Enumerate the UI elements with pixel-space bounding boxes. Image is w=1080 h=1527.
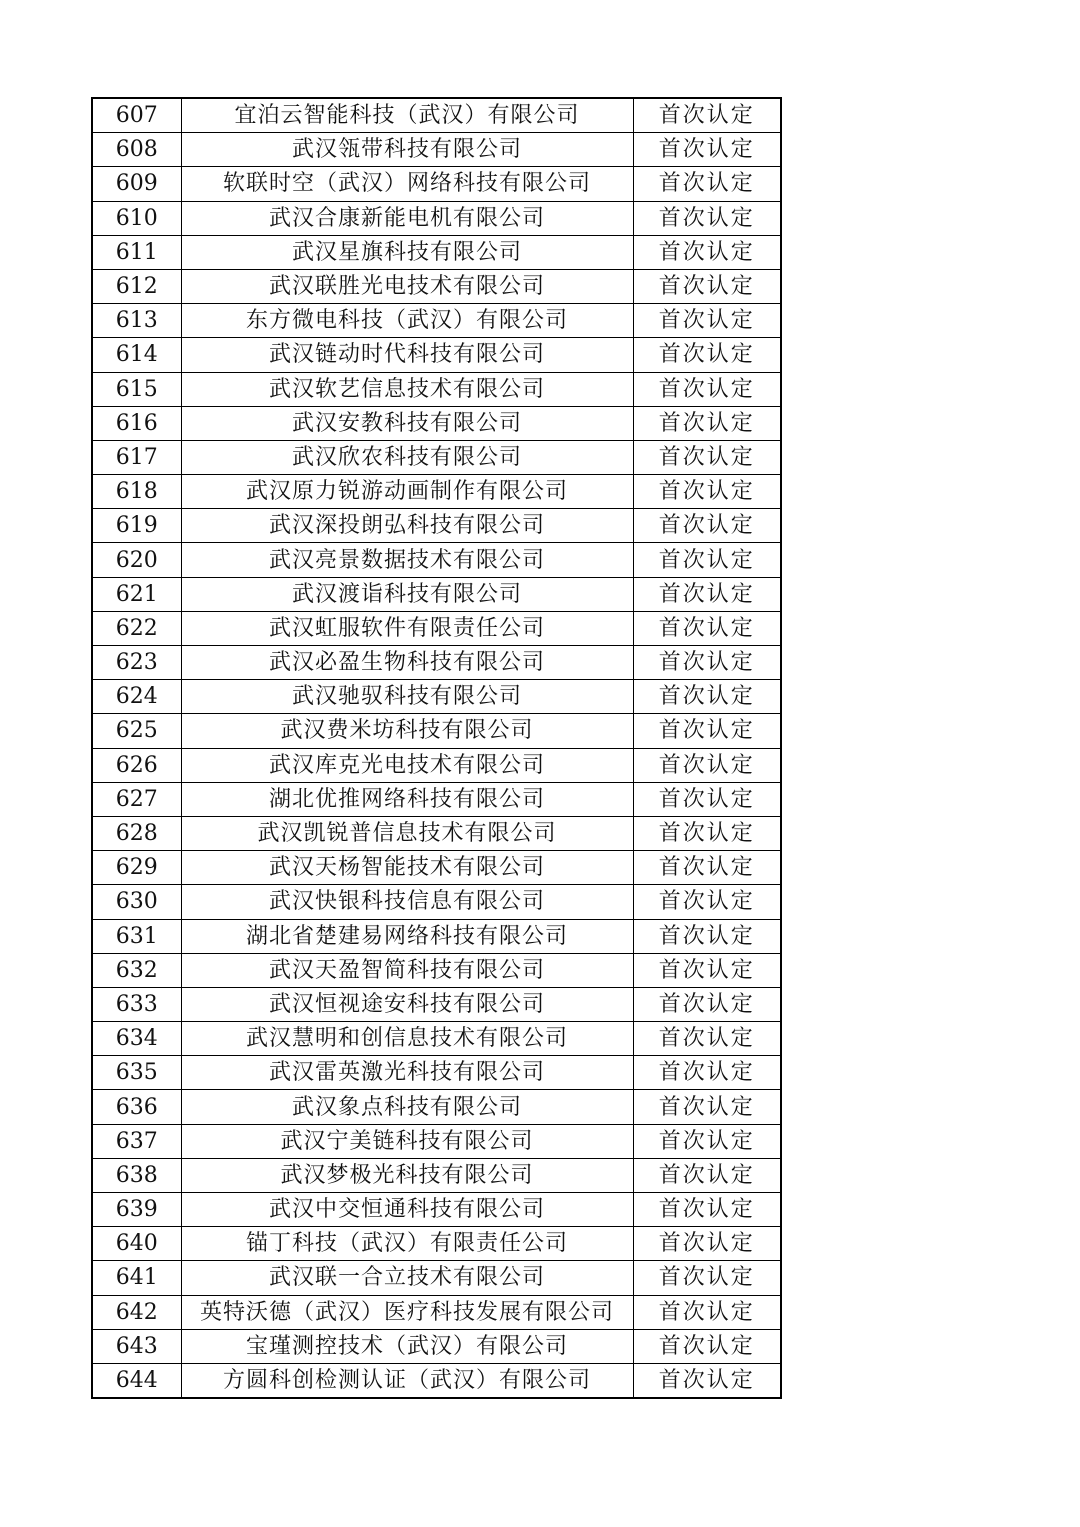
company-name-cell: 武汉费米坊科技有限公司 xyxy=(181,714,633,748)
certification-status-cell: 首次认定 xyxy=(633,372,781,406)
table-row xyxy=(92,372,781,406)
certification-status-cell: 首次认定 xyxy=(633,680,781,714)
table-row xyxy=(92,1022,781,1056)
company-name-cell: 武汉快银科技信息有限公司 xyxy=(181,885,633,919)
serial-number-cell: 615 xyxy=(92,372,181,406)
table-row xyxy=(92,406,781,440)
serial-number-cell: 640 xyxy=(92,1227,181,1261)
company-name-cell: 武汉凯锐普信息技术有限公司 xyxy=(181,816,633,850)
serial-number-cell: 624 xyxy=(92,680,181,714)
table-row xyxy=(92,338,781,372)
table-row xyxy=(92,1227,781,1261)
table-row xyxy=(92,885,781,919)
table-row xyxy=(92,953,781,987)
certification-status-cell: 首次认定 xyxy=(633,1227,781,1261)
company-name-cell: 宝瑾测控技术（武汉）有限公司 xyxy=(181,1329,633,1363)
table-row xyxy=(92,646,781,680)
company-name-cell: 武汉原力锐游动画制作有限公司 xyxy=(181,475,633,509)
serial-number-cell: 644 xyxy=(92,1363,181,1398)
company-name-cell: 武汉渡诣科技有限公司 xyxy=(181,577,633,611)
serial-number-cell: 638 xyxy=(92,1158,181,1192)
serial-number-cell: 639 xyxy=(92,1193,181,1227)
table-row xyxy=(92,1363,781,1398)
serial-number-cell: 628 xyxy=(92,816,181,850)
company-name-cell: 武汉梦极光科技有限公司 xyxy=(181,1158,633,1192)
serial-number-cell: 609 xyxy=(92,167,181,201)
serial-number-cell: 637 xyxy=(92,1124,181,1158)
company-name-cell: 软联时空（武汉）网络科技有限公司 xyxy=(181,167,633,201)
table-row xyxy=(92,714,781,748)
certification-status-cell: 首次认定 xyxy=(633,1158,781,1192)
table-row xyxy=(92,611,781,645)
certification-status-cell: 首次认定 xyxy=(633,1090,781,1124)
company-name-cell: 武汉中交恒通科技有限公司 xyxy=(181,1193,633,1227)
table-row xyxy=(92,167,781,201)
company-name-cell: 武汉亮景数据技术有限公司 xyxy=(181,543,633,577)
table-row xyxy=(92,1193,781,1227)
company-name-cell: 湖北省楚建易网络科技有限公司 xyxy=(181,919,633,953)
table-row xyxy=(92,201,781,235)
certification-status-cell: 首次认定 xyxy=(633,987,781,1021)
company-name-cell: 武汉库克光电技术有限公司 xyxy=(181,748,633,782)
company-name-cell: 英特沃德（武汉）医疗科技发展有限公司 xyxy=(181,1295,633,1329)
table-row xyxy=(92,577,781,611)
certification-status-cell: 首次认定 xyxy=(633,748,781,782)
serial-number-cell: 613 xyxy=(92,304,181,338)
table-row xyxy=(92,304,781,338)
table-row xyxy=(92,680,781,714)
company-name-cell: 武汉联胜光电技术有限公司 xyxy=(181,269,633,303)
serial-number-cell: 611 xyxy=(92,235,181,269)
company-name-cell: 宜泊云智能科技（武汉）有限公司 xyxy=(181,98,633,133)
certification-status-cell: 首次认定 xyxy=(633,1022,781,1056)
certification-status-cell: 首次认定 xyxy=(633,1363,781,1398)
serial-number-cell: 608 xyxy=(92,133,181,167)
company-name-cell: 武汉驰驭科技有限公司 xyxy=(181,680,633,714)
serial-number-cell: 633 xyxy=(92,987,181,1021)
serial-number-cell: 614 xyxy=(92,338,181,372)
serial-number-cell: 619 xyxy=(92,509,181,543)
certification-status-cell: 首次认定 xyxy=(633,919,781,953)
certification-status-cell: 首次认定 xyxy=(633,133,781,167)
certification-status-cell: 首次认定 xyxy=(633,406,781,440)
company-name-cell: 武汉瓴带科技有限公司 xyxy=(181,133,633,167)
company-name-cell: 武汉必盈生物科技有限公司 xyxy=(181,646,633,680)
table-row xyxy=(92,851,781,885)
certification-status-cell: 首次认定 xyxy=(633,98,781,133)
table-row xyxy=(92,1295,781,1329)
company-name-cell: 武汉联一合立技术有限公司 xyxy=(181,1261,633,1295)
certification-status-cell: 首次认定 xyxy=(633,543,781,577)
certification-status-cell: 首次认定 xyxy=(633,577,781,611)
table-row xyxy=(92,235,781,269)
company-name-cell: 锚丁科技（武汉）有限责任公司 xyxy=(181,1227,633,1261)
table-row xyxy=(92,919,781,953)
certification-status-cell: 首次认定 xyxy=(633,885,781,919)
company-name-cell: 武汉合康新能电机有限公司 xyxy=(181,201,633,235)
serial-number-cell: 622 xyxy=(92,611,181,645)
certification-status-cell: 首次认定 xyxy=(633,1261,781,1295)
certification-status-cell: 首次认定 xyxy=(633,1329,781,1363)
table-row xyxy=(92,1056,781,1090)
certification-status-cell: 首次认定 xyxy=(633,953,781,987)
table-row xyxy=(92,98,781,133)
certification-status-cell: 首次认定 xyxy=(633,338,781,372)
serial-number-cell: 643 xyxy=(92,1329,181,1363)
serial-number-cell: 635 xyxy=(92,1056,181,1090)
table-row xyxy=(92,133,781,167)
certification-status-cell: 首次认定 xyxy=(633,1124,781,1158)
company-name-cell: 武汉软艺信息技术有限公司 xyxy=(181,372,633,406)
table-row xyxy=(92,475,781,509)
serial-number-cell: 641 xyxy=(92,1261,181,1295)
table-row xyxy=(92,782,781,816)
certification-status-cell: 首次认定 xyxy=(633,1295,781,1329)
certification-status-cell: 首次认定 xyxy=(633,1056,781,1090)
certification-status-cell: 首次认定 xyxy=(633,304,781,338)
company-name-cell: 武汉慧明和创信息技术有限公司 xyxy=(181,1022,633,1056)
company-name-cell: 武汉虹服软件有限责任公司 xyxy=(181,611,633,645)
table-row xyxy=(92,509,781,543)
serial-number-cell: 612 xyxy=(92,269,181,303)
certification-status-cell: 首次认定 xyxy=(633,816,781,850)
table-row xyxy=(92,1329,781,1363)
serial-number-cell: 618 xyxy=(92,475,181,509)
serial-number-cell: 629 xyxy=(92,851,181,885)
table-body xyxy=(92,98,781,1398)
serial-number-cell: 636 xyxy=(92,1090,181,1124)
serial-number-cell: 631 xyxy=(92,919,181,953)
table-row xyxy=(92,987,781,1021)
company-name-cell: 武汉恒视途安科技有限公司 xyxy=(181,987,633,1021)
certification-status-cell: 首次认定 xyxy=(633,269,781,303)
certification-status-cell: 首次认定 xyxy=(633,782,781,816)
serial-number-cell: 607 xyxy=(92,98,181,133)
certification-status-cell: 首次认定 xyxy=(633,475,781,509)
serial-number-cell: 610 xyxy=(92,201,181,235)
table-row xyxy=(92,269,781,303)
serial-number-cell: 621 xyxy=(92,577,181,611)
serial-number-cell: 632 xyxy=(92,953,181,987)
certification-status-cell: 首次认定 xyxy=(633,611,781,645)
serial-number-cell: 630 xyxy=(92,885,181,919)
table-row xyxy=(92,1158,781,1192)
company-name-cell: 湖北优推网络科技有限公司 xyxy=(181,782,633,816)
serial-number-cell: 634 xyxy=(92,1022,181,1056)
serial-number-cell: 626 xyxy=(92,748,181,782)
certification-status-cell: 首次认定 xyxy=(633,167,781,201)
certification-status-cell: 首次认定 xyxy=(633,646,781,680)
serial-number-cell: 620 xyxy=(92,543,181,577)
certification-status-cell: 首次认定 xyxy=(633,851,781,885)
company-name-cell: 方圆科创检测认证（武汉）有限公司 xyxy=(181,1363,633,1398)
certification-status-cell: 首次认定 xyxy=(633,440,781,474)
table-row xyxy=(92,440,781,474)
serial-number-cell: 642 xyxy=(92,1295,181,1329)
table-row xyxy=(92,543,781,577)
certification-status-cell: 首次认定 xyxy=(633,509,781,543)
company-name-cell: 武汉链动时代科技有限公司 xyxy=(181,338,633,372)
table-row xyxy=(92,748,781,782)
certification-status-cell: 首次认定 xyxy=(633,1193,781,1227)
company-list-table xyxy=(91,97,782,1399)
company-name-cell: 武汉象点科技有限公司 xyxy=(181,1090,633,1124)
company-name-cell: 武汉宁美链科技有限公司 xyxy=(181,1124,633,1158)
serial-number-cell: 616 xyxy=(92,406,181,440)
certification-status-cell: 首次认定 xyxy=(633,235,781,269)
company-name-cell: 武汉欣农科技有限公司 xyxy=(181,440,633,474)
certification-status-cell: 首次认定 xyxy=(633,714,781,748)
serial-number-cell: 617 xyxy=(92,440,181,474)
table-row xyxy=(92,816,781,850)
company-name-cell: 东方微电科技（武汉）有限公司 xyxy=(181,304,633,338)
table-row xyxy=(92,1261,781,1295)
company-name-cell: 武汉雷英激光科技有限公司 xyxy=(181,1056,633,1090)
serial-number-cell: 627 xyxy=(92,782,181,816)
company-name-cell: 武汉深投朗弘科技有限公司 xyxy=(181,509,633,543)
company-name-cell: 武汉天杨智能技术有限公司 xyxy=(181,851,633,885)
table-row xyxy=(92,1124,781,1158)
company-name-cell: 武汉星旗科技有限公司 xyxy=(181,235,633,269)
serial-number-cell: 623 xyxy=(92,646,181,680)
company-name-cell: 武汉安教科技有限公司 xyxy=(181,406,633,440)
table-row xyxy=(92,1090,781,1124)
certification-status-cell: 首次认定 xyxy=(633,201,781,235)
company-name-cell: 武汉天盈智简科技有限公司 xyxy=(181,953,633,987)
serial-number-cell: 625 xyxy=(92,714,181,748)
